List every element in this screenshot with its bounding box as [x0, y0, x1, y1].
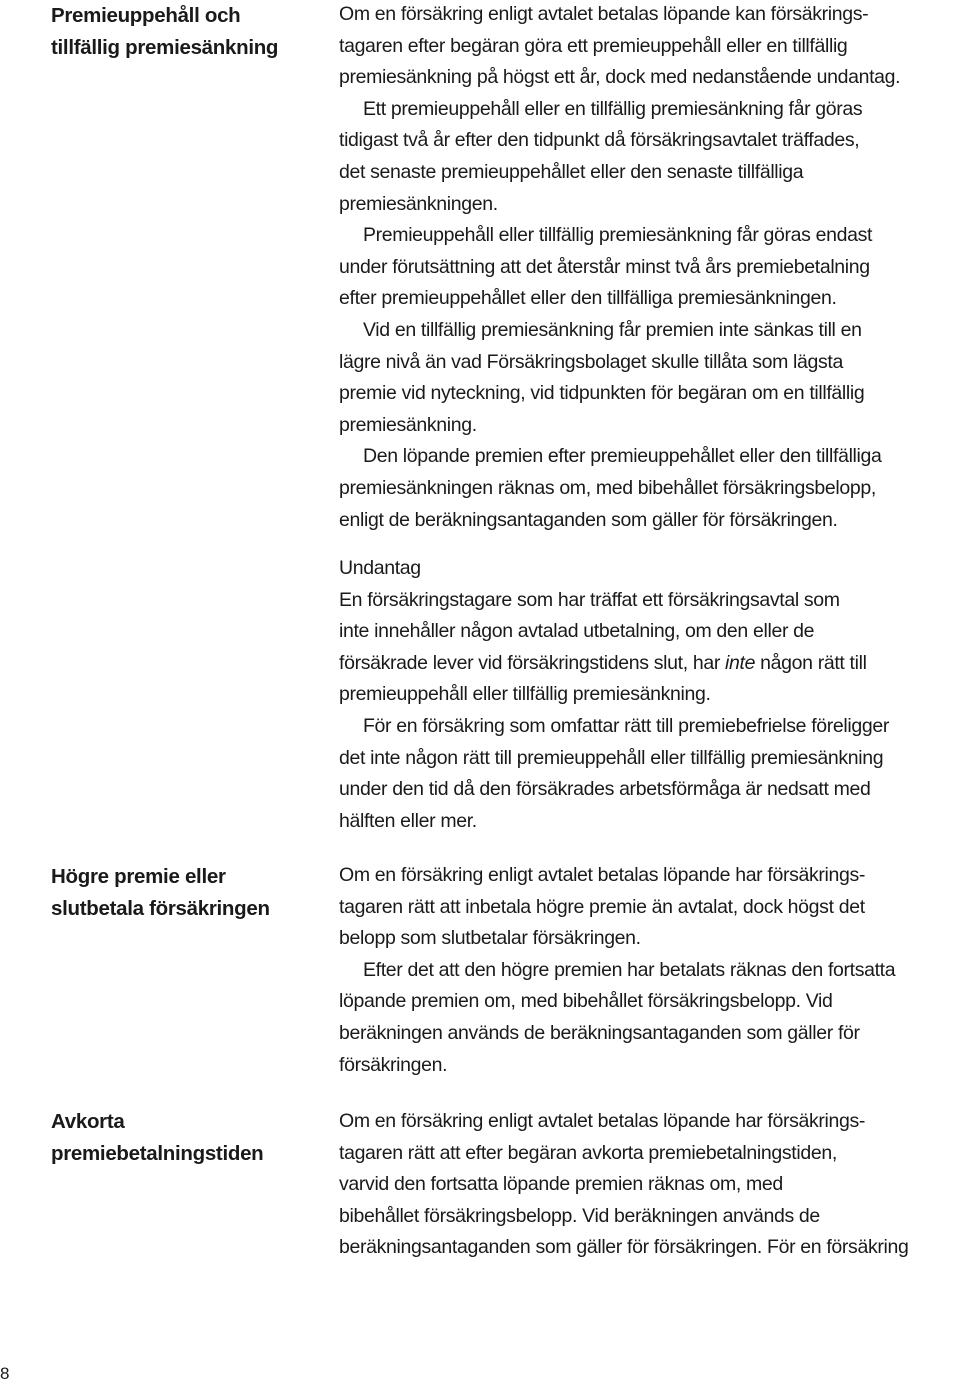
paragraph: Vid en tillfällig premiesänkning får premien inte sänkas till en lägre nivå än vad Försäkringsbolaget skulle tillåta som lägsta premie vid nyteckning, vid tidpunkten för begäran om en tillfällig premiesänkning.	[339, 318, 865, 436]
paragraph	[339, 585, 959, 711]
exception-block	[339, 553, 959, 837]
section-body	[339, 1106, 959, 1264]
subheading-undantag: Undantag	[339, 557, 421, 579]
page-number: 8	[0, 1364, 10, 1383]
section-body	[339, 860, 959, 1081]
paragraph: Efter det att den högre premien har betalats räknas den fortsatta löpande premien om, med bibehållet försäkringsbelopp. Vid beräkningen används de beräkningsantaganden som gäller för försäkringen.	[339, 958, 896, 1076]
emphasis-text: inte	[725, 651, 756, 674]
paragraph: Om en försäkring enligt avtalet betalas löpande har försäkrings- tagaren rätt att inbetala högre premie än avtalat, dock högst det belopp som slutbetalar försäkringen.	[339, 864, 866, 950]
paragraph-text: någon rätt till premieuppehåll eller tillfällig premiesänkning.	[339, 651, 867, 706]
paragraph: Den löpande premien efter premieuppehållet eller den tillfälliga premiesänkningen räknas om, med bibehållet försäkringsbelopp, enligt de beräkningsantaganden som gäller för försäkringen.	[339, 445, 882, 531]
paragraph: Om en försäkring enligt avtalet betalas löpande kan försäkrings- tagaren efter begäran göra ett premieuppehåll eller en tillfällig premiesänkning på högst ett år, dock med nedanstående undantag.	[339, 3, 901, 89]
paragraph-text: En försäkringstagare som har träffat ett försäkringsavtal som inte innehåller någon avtalad utbetalning, om den eller de försäkrade lever vid försäkringstidens slut, har	[339, 588, 840, 674]
paragraph: För en försäkring som omfattar rätt till premiebefrielse föreligger det inte någon rätt till premieuppehåll eller tillfällig premiesänkning under den tid då den försäkrades arbetsförmåga är nedsatt med hälften eller mer.	[339, 714, 890, 832]
section-heading: Högre premie eller slutbetala försäkringen	[51, 865, 270, 920]
section-heading: Avkorta premiebetalningstiden	[51, 1110, 264, 1165]
paragraph: Ett premieuppehåll eller en tillfällig premiesänkning får göras tidigast två år efter den tidpunkt då försäkringsavtalet träffades, det senaste premieuppehållet eller den senaste tillfälliga premiesänkningen.	[339, 97, 863, 215]
paragraph: Om en försäkring enligt avtalet betalas löpande har försäkrings- tagaren rätt att efter begäran avkorta premiebetalningstiden, varvid den fortsatta löpande premien räknas om, med bibehållet försäkringsbelopp. Vid beräkningen används de beräkningsantaganden som gäller för försäkringen. För en försäkring	[339, 1110, 909, 1259]
section-heading: Premieuppehåll och tillfällig premiesänkning	[51, 4, 279, 59]
paragraph: Premieuppehåll eller tillfällig premiesänkning får göras endast under förutsättning att det återstår minst två års premiebetalning efter premieuppehållet eller den tillfälliga premiesänkningen.	[339, 224, 873, 310]
section-body	[339, 0, 959, 536]
